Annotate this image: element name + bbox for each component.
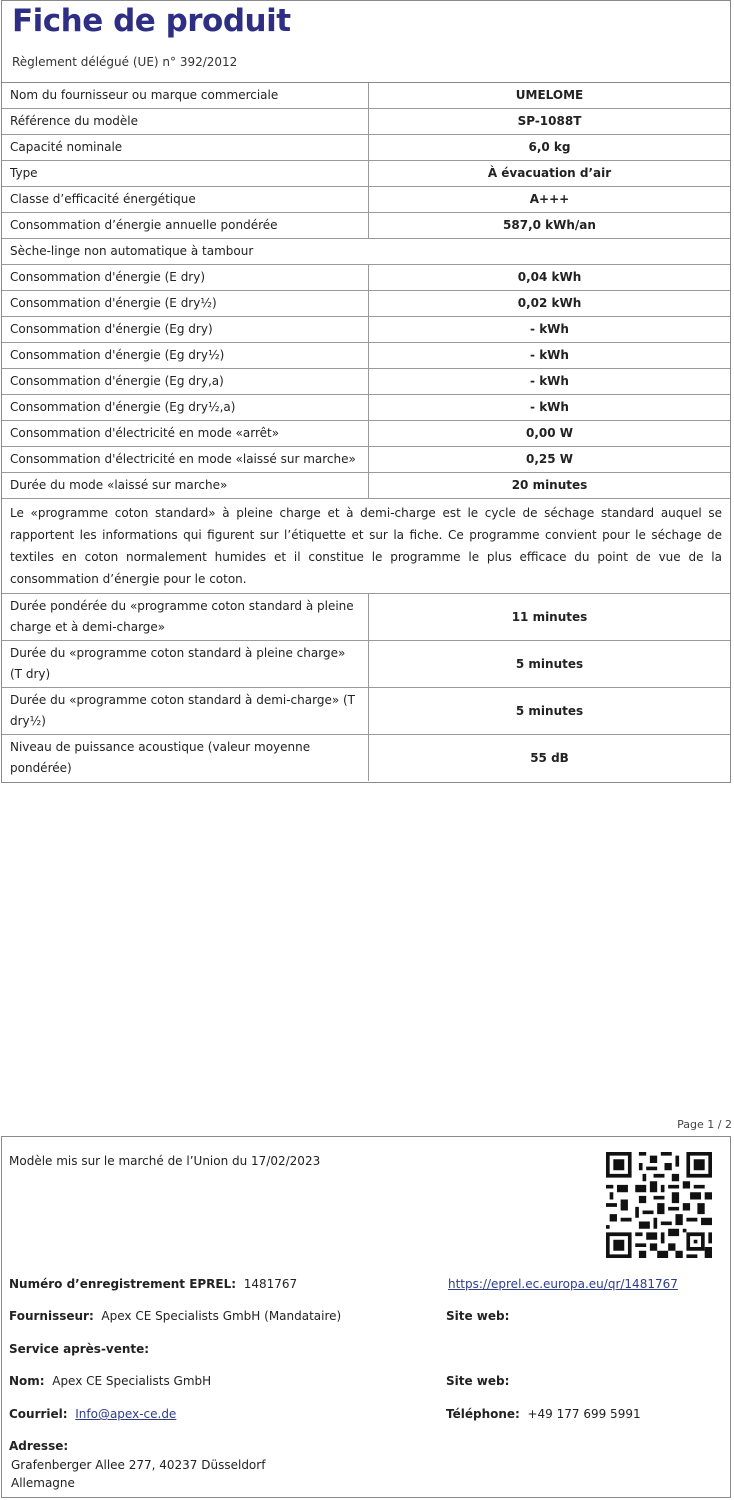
row-label: Durée du «programme coton standard à pleine charge» (T dry) (2, 641, 369, 688)
table-row (2, 395, 730, 421)
eprel-label: Numéro d’enregistrement EPREL: (9, 1277, 237, 1291)
table-row (2, 265, 730, 291)
name-label: Nom: (9, 1374, 45, 1388)
regulation-reference: Règlement délégué (UE) n° 392/2012 (12, 55, 238, 69)
service-label: Service après-vente: (9, 1342, 150, 1356)
row-value: 587,0 kWh/an (369, 213, 731, 239)
phone-label: Téléphone: (446, 1407, 520, 1421)
website-label-2: Site web: (446, 1374, 510, 1388)
section-label: Sèche-linge non automatique à tambour (2, 239, 730, 265)
row-label: Consommation d'énergie (Eg dry) (2, 317, 369, 343)
standard-program-note: Le «programme coton standard» à pleine charge et à demi-charge est le cycle de séchage standard auquel se rapportent les informations qui figurent sur l’étiquette et sur la fiche. Ce programme convient pour le séchage de textiles en coton normalement humides et il constitue le programme le plus efficace du point de vue de la consommation d’énergie pour le coton. (2, 499, 730, 594)
supplier-value: Apex CE Specialists GmbH (Mandataire) (101, 1309, 342, 1323)
row-value: - kWh (369, 369, 731, 395)
table-row-section (2, 239, 730, 265)
table-row (2, 688, 730, 735)
row-label: Consommation d'électricité en mode «arrêt» (2, 421, 369, 447)
row-label: Nom du fournisseur ou marque commerciale (2, 83, 369, 109)
row-label: Durée du mode «laissé sur marche» (2, 473, 369, 499)
address-line-2: Allemagne (11, 1476, 75, 1490)
table-row (2, 421, 730, 447)
row-value: 5 minutes (369, 688, 731, 735)
email-link[interactable]: Info@apex-ce.de (75, 1407, 177, 1421)
website-1 (446, 1309, 509, 1323)
row-value: 11 minutes (369, 594, 731, 641)
row-value: 0,04 kWh (369, 265, 731, 291)
table-row (2, 594, 730, 641)
table-row (2, 641, 730, 688)
table-row (2, 135, 730, 161)
supplier (9, 1309, 341, 1323)
qr-code-icon (606, 1152, 712, 1258)
row-label: Capacité nominale (2, 135, 369, 161)
table-row (2, 291, 730, 317)
row-value: - kWh (369, 395, 731, 421)
row-label: Type (2, 161, 369, 187)
email (9, 1407, 176, 1421)
spec-table (2, 83, 730, 781)
row-label: Consommation d'énergie (Eg dry,a) (2, 369, 369, 395)
eprel-link[interactable]: https://eprel.ec.europa.eu/qr/1481767 (448, 1277, 678, 1291)
row-value: 20 minutes (369, 473, 731, 499)
eprel-registration (9, 1277, 297, 1291)
table-row (2, 187, 730, 213)
eprel-value: 1481767 (243, 1277, 298, 1291)
address-line-1: Grafenberger Allee 277, 40237 Düsseldorf (11, 1458, 266, 1472)
title-block (2, 1, 730, 83)
page-title: Fiche de produit (12, 3, 291, 39)
table-row (2, 447, 730, 473)
table-row (2, 369, 730, 395)
row-label: Consommation d'énergie (E dry) (2, 265, 369, 291)
table-row-note (2, 499, 730, 594)
table-row (2, 83, 730, 109)
row-value: A+++ (369, 187, 731, 213)
row-value: - kWh (369, 317, 731, 343)
row-label: Consommation d'énergie (Eg dry½,a) (2, 395, 369, 421)
row-value: 0,02 kWh (369, 291, 731, 317)
row-label: Durée du «programme coton standard à demi-charge» (T dry½) (2, 688, 369, 735)
row-value: 6,0 kg (369, 135, 731, 161)
product-sheet (1, 0, 731, 783)
row-value: 0,25 W (369, 447, 731, 473)
phone (446, 1407, 641, 1421)
row-label: Consommation d'électricité en mode «laissé sur marche» (2, 447, 369, 473)
name-value: Apex CE Specialists GmbH (52, 1374, 212, 1388)
row-value: SP-1088T (369, 109, 731, 135)
table-row (2, 161, 730, 187)
table-row (2, 317, 730, 343)
website-2 (446, 1374, 509, 1388)
market-date: Modèle mis sur le marché de l’Union du 17/02/2023 (9, 1154, 321, 1168)
row-value: UMELOME (515, 88, 584, 102)
phone-value: +49 177 699 5991 (527, 1407, 641, 1421)
row-label: Classe d’efficacité énergétique (2, 187, 369, 213)
row-label: Consommation d'énergie (Eg dry½) (2, 343, 369, 369)
row-value: 55 dB (369, 735, 731, 782)
row-label: Consommation d'énergie (E dry½) (2, 291, 369, 317)
supplier-label: Fournisseur: (9, 1309, 94, 1323)
table-row (2, 735, 730, 782)
row-value: À évacuation d’air (369, 161, 731, 187)
table-row (2, 213, 730, 239)
row-label: Consommation d’énergie annuelle pondérée (2, 213, 369, 239)
row-label: Durée pondérée du «programme coton standard à pleine charge et à demi-charge» (2, 594, 369, 641)
address-label: Adresse: (9, 1439, 69, 1453)
address (9, 1439, 68, 1453)
table-row (2, 473, 730, 499)
row-value: 5 minutes (369, 641, 731, 688)
row-label: Niveau de puissance acoustique (valeur moyenne pondérée) (2, 735, 369, 782)
email-label: Courriel: (9, 1407, 68, 1421)
service-name (9, 1374, 211, 1388)
after-sales-service (9, 1342, 149, 1356)
page-number: Page 1 / 2 (677, 1118, 732, 1131)
row-label: Référence du modèle (2, 109, 369, 135)
row-value: 0,00 W (369, 421, 731, 447)
website-label-1: Site web: (446, 1309, 510, 1323)
table-row (2, 343, 730, 369)
row-value: - kWh (369, 343, 731, 369)
table-row (2, 109, 730, 135)
